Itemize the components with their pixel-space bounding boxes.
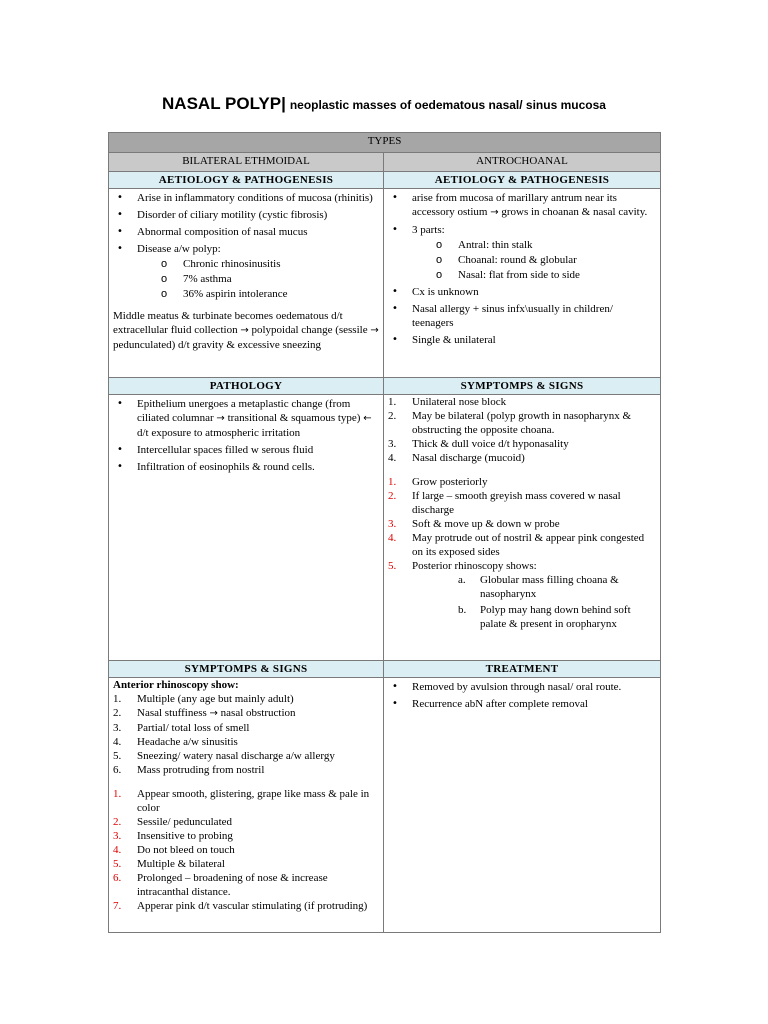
list-item: 4. Nasal discharge (mucoid): [388, 452, 525, 464]
list-item-text: 3 parts:: [412, 224, 445, 236]
sub-list-item: o Choanal: round & globular: [412, 253, 656, 267]
types-header: TYPES: [109, 133, 661, 153]
list-item: • Intercellular spaces filled w serous fluid: [113, 443, 379, 457]
list-item: 2. Nasal stuffiness → nasal obstruction: [113, 707, 296, 719]
list-item: • Cx is unknown: [388, 285, 656, 299]
list-item-text: Disease a/w polyp:: [137, 243, 221, 255]
list-item: 2. Sessile/ pedunculated: [113, 816, 233, 828]
col-header-bilateral-ethmoidal: BILATERAL ETHMOIDAL: [109, 153, 384, 172]
symptoms-right-list-1: [388, 395, 656, 465]
list-item: 3. Partial/ total loss of smell: [113, 722, 250, 734]
symptoms-right-cell: [384, 395, 661, 661]
sub-list: [412, 238, 656, 282]
list-item: 3. Insensitive to probing: [113, 830, 233, 842]
sub-list-item: o 7% asthma: [137, 272, 379, 286]
list-item: 3. Soft & move up & down w probe: [388, 518, 560, 530]
list-item: • Removed by avulsion through nasal/ oral route.: [388, 680, 656, 694]
list-item: 7. Apperar pink d/t vascular stimulating (if protruding): [113, 900, 368, 912]
section-header-symptoms-right: SYMPTOMPS & SIGNS: [384, 378, 661, 395]
list-item: 2. If large – smooth greyish mass covered w nasal discharge: [388, 490, 621, 516]
symptoms-left-list-1: [113, 692, 379, 777]
list-item: 3. Thick & dull voice d/t hyponasality: [388, 438, 569, 450]
treatment-cell: [384, 678, 661, 933]
list-item: b. Polyp may hang down behind soft palate & present in oropharynx: [458, 604, 631, 630]
spacer: [113, 777, 379, 787]
posterior-rhinoscopy-list: [388, 573, 656, 631]
title-main: NASAL POLYP|: [162, 94, 286, 113]
list-item: • Recurrence abN after complete removal: [388, 697, 656, 711]
col-header-antrochoanal: ANTROCHOANAL: [384, 153, 661, 172]
list-item: 4. Do not bleed on touch: [113, 844, 235, 856]
list-item: 4. May protrude out of nostril & appear pink congested on its exposed sides: [388, 532, 645, 558]
list-item: • Disorder of ciliary motility (cystic fibrosis): [113, 208, 379, 222]
section-header-treatment: TREATMENT: [384, 661, 661, 678]
aetiology-right-cell: [384, 189, 661, 378]
symptoms-right-list-2: [388, 475, 656, 573]
list-item: • Infiltration of eosinophils & round cells.: [113, 460, 379, 474]
aetiology-right-list: [388, 191, 656, 347]
arrow-right-icon: →: [216, 413, 225, 424]
list-item: • Abnormal composition of nasal mucus: [113, 225, 379, 239]
section-header-symptoms-left: SYMPTOMPS & SIGNS: [109, 661, 384, 678]
list-item: 6. Prolonged – broadening of nose & increase intracanthal distance.: [113, 872, 328, 898]
section-header-aetiology-left: AETIOLOGY & PATHOGENESIS: [109, 172, 384, 189]
section-header-aetiology-right: AETIOLOGY & PATHOGENESIS: [384, 172, 661, 189]
title-subtitle: neoplastic masses of oedematous nasal/ sinus mucosa: [289, 98, 606, 112]
list-item: 2. May be bilateral (polyp growth in nasopharynx & obstructing the opposite choana.: [388, 410, 632, 436]
sub-list-item: o Antral: thin stalk: [412, 238, 656, 252]
list-item: 5. Posterior rhinoscopy shows:: [388, 560, 537, 572]
list-item: • Epithelium unergoes a metaplastic change (from ciliated columnar → transitional & squamous type) ← d/t exposure to atmospheric irritation: [113, 397, 379, 440]
list-item: • Arise in inflammatory conditions of mucosa (rhinitis): [113, 191, 379, 205]
sub-list: [137, 257, 379, 301]
arrow-left-icon: ←: [363, 413, 372, 424]
list-item: • arise from mucosa of marillary antrum near its accessory ostium → grows in choanan & nasal cavity.: [388, 191, 656, 220]
list-item: [113, 242, 379, 301]
sub-list-item: o Nasal: flat from side to side: [412, 268, 656, 282]
section-header-pathology: PATHOLOGY: [109, 378, 384, 395]
arrow-right-icon: →: [490, 207, 499, 218]
arrow-right-icon: →: [240, 325, 249, 336]
spacer: [388, 465, 656, 475]
list-item: 1. Unilateral nose block: [388, 396, 507, 408]
arrow-right-icon: →: [209, 708, 218, 719]
list-item: 5. Multiple & bilateral: [113, 858, 225, 870]
list-item: • Nasal allergy + sinus infx\usually in children/ teenagers: [388, 302, 656, 330]
list-item: • Single & unilateral: [388, 333, 656, 347]
list-item: 1. Multiple (any age but mainly adult): [113, 693, 294, 705]
symptoms-left-list-2: [113, 787, 379, 913]
sub-list-item: o 36% aspirin intolerance: [137, 287, 379, 301]
pathology-list: [113, 397, 379, 474]
list-item: [388, 223, 656, 282]
list-item: 4. Headache a/w sinusitis: [113, 736, 238, 748]
list-item: 1. Appear smooth, glistering, grape like mass & pale in color: [113, 788, 370, 814]
anterior-rhinoscopy-heading: Anterior rhinoscopy show:: [113, 679, 239, 691]
arrow-right-icon: →: [370, 325, 379, 336]
page-title: [0, 94, 768, 114]
aetiology-paragraph: Middle meatus & turbinate becomes oedematous d/t extracellular fluid collection → polypoidal change (sessile → pedunculated) d/t gravity & excessive sneezing: [113, 310, 379, 351]
list-item: 6. Mass protruding from nostril: [113, 764, 265, 776]
nasal-polyp-table: [108, 132, 661, 933]
aetiology-left-cell: [109, 189, 384, 378]
aetiology-left-list: [113, 191, 379, 301]
treatment-list: [388, 680, 656, 711]
list-item: 5. Sneezing/ watery nasal discharge a/w allergy: [113, 750, 335, 762]
sub-list-item: o Chronic rhinosinusitis: [137, 257, 379, 271]
list-item: 1. Grow posteriorly: [388, 476, 488, 488]
symptoms-left-cell: [109, 678, 384, 933]
list-item: a. Globular mass filling choana & nasopharynx: [458, 574, 619, 600]
pathology-cell: [109, 395, 384, 661]
